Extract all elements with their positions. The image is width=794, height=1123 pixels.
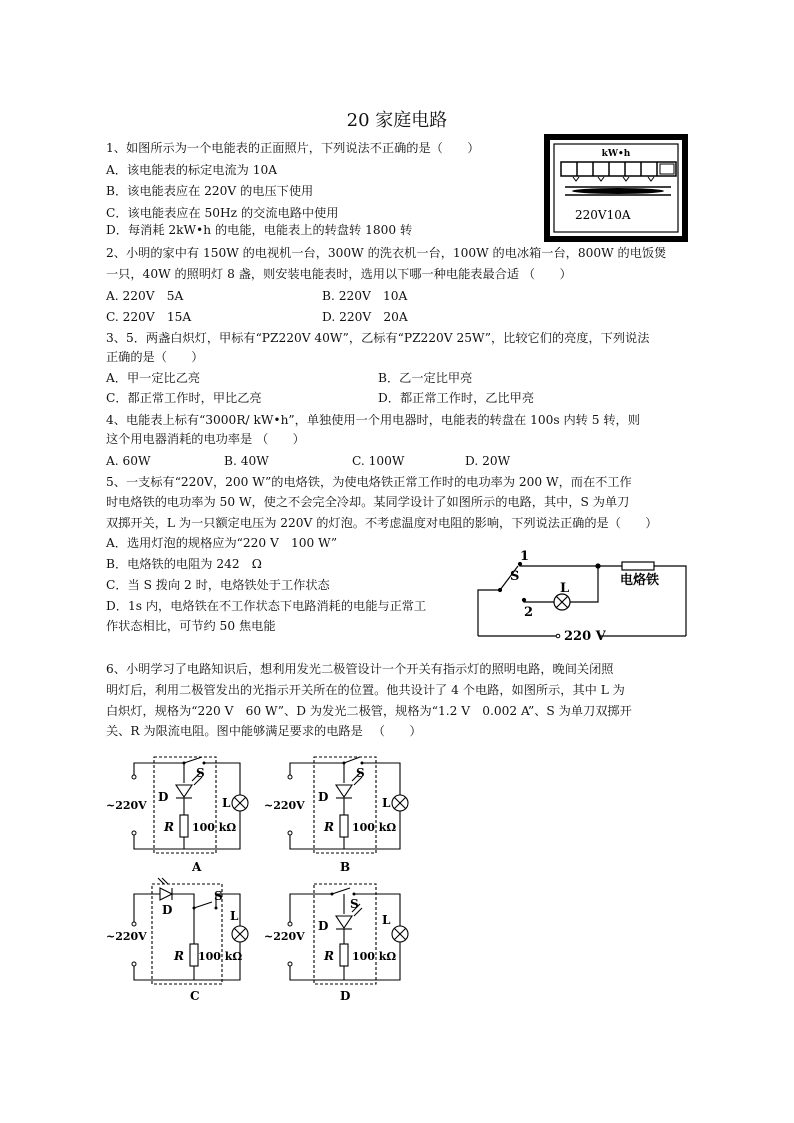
q6-c-d: D xyxy=(162,903,173,917)
q6-circuit-a xyxy=(104,757,264,877)
q6-b-l: L xyxy=(382,796,391,810)
q6-line4: 关、R 为限流电阻。图中能够满足要求的电路是 （ ） xyxy=(106,724,422,738)
q5-option-a: A．选用灯泡的规格应为“220 V 100 W” xyxy=(106,536,338,550)
page-title: 20 家庭电路 xyxy=(346,110,448,131)
q4-option-a: A. 60W xyxy=(106,454,151,468)
q6-line1: 6、小明学习了电路知识后，想利用发光二极管设计一个开关有指示灯的照明电路，晚间关闭照 xyxy=(106,662,614,676)
q3-option-d: D．都正常工作时，乙比甲亮 xyxy=(378,391,535,405)
q6-c-source: ~220V xyxy=(106,930,147,943)
q6-a-l: L xyxy=(222,796,231,810)
q6-a-caption: A xyxy=(192,860,202,874)
q6-d-caption: D xyxy=(340,989,351,1003)
q6-b-source: ~220V xyxy=(264,799,305,812)
q1-option-a: A．该电能表的标定电流为 10A xyxy=(106,163,278,177)
q2-option-d: D. 220V 20A xyxy=(322,310,408,324)
q3-option-b: B．乙一定比甲亮 xyxy=(378,371,473,385)
q5-circuit-diagram xyxy=(474,550,704,646)
q1-option-d: D．每消耗 2kW•h 的电能，电能表上的转盘转 1800 转 xyxy=(106,223,413,237)
q6-line3: 白炽灯，规格为“220 V 60 W”、D 为发光二极管，规格为“1.2 V 0.002 A”、S 为单刀双掷开 xyxy=(106,704,632,718)
q6-c-l: L xyxy=(230,909,239,923)
q5-option-d: D．1s 内，电烙铁在不工作状态下电路消耗的电能与正常工 xyxy=(106,599,427,613)
q5-option-c: C．当 S 拨向 2 时，电烙铁处于工作状态 xyxy=(106,578,330,592)
q5-label-iron: 电烙铁 xyxy=(620,573,660,588)
q1-option-b: B．该电能表应在 220V 的电压下使用 xyxy=(106,184,314,198)
meter-rating-label: 220V10A xyxy=(575,208,631,222)
q3-option-a: A．甲一定比乙亮 xyxy=(106,371,201,385)
q5-line2: 时电烙铁的电功率为 50 W，使之不会完全冷却。某同学设计了如图所示的电路，其中，S 为单刀 xyxy=(106,495,630,509)
q3-line2: 正确的是（ ） xyxy=(106,350,204,364)
q2-line1: 2、小明的家中有 150W 的电视机一台，300W 的洗衣机一台，100W 的电冰箱一台，800W 的电饭煲 xyxy=(106,246,667,260)
q5-line3: 双掷开关，L 为一只额定电压为 220V 的灯泡。不考虑温度对电阻的影响，下列说法正确的是（ ） xyxy=(106,516,658,530)
meter-unit-label: kW•h xyxy=(601,149,631,159)
q3-line1: 3、5．两盏白炽灯，甲标有“PZ220V 40W”，乙标有“PZ220V 25W”，比较它们的亮度，下列说法 xyxy=(106,331,650,345)
q6-a-d: D xyxy=(158,790,169,804)
q4-line1: 4、电能表上标有“3000R/ kW•h”，单独使用一个用电器时，电能表的转盘在 100s 内转 5 转，则 xyxy=(106,413,640,427)
q6-b-r: R xyxy=(324,820,334,834)
q2-option-a: A. 220V 5A xyxy=(106,289,184,303)
q6-d-s: S xyxy=(350,897,359,911)
q6-line2: 明灯后，利用二极管发出的光指示开关所在的位置。他共设计了 4 个电路，如图所示，其中 L 为 xyxy=(106,683,625,697)
q4-option-b: B. 40W xyxy=(224,454,269,468)
q1-option-c: C．该电能表应在 50Hz 的交流电路中使用 xyxy=(106,206,339,220)
q6-b-d: D xyxy=(318,790,329,804)
q6-d-d: D xyxy=(318,919,329,933)
q6-b-s: S xyxy=(356,766,365,780)
q6-d-l: L xyxy=(382,913,391,927)
q6-c-r: R xyxy=(174,949,184,963)
q5-label-2: 2 xyxy=(524,605,534,620)
q5-option-b: B．电烙铁的电阻为 242 Ω xyxy=(106,557,262,571)
q5-label-l: L xyxy=(560,581,570,596)
q5-label-1: 1 xyxy=(520,549,530,564)
q6-b-rval: 100 kΩ xyxy=(352,821,397,834)
q6-d-r: R xyxy=(324,949,334,963)
q6-circuit-b xyxy=(264,757,424,877)
q6-a-s: S xyxy=(196,766,205,780)
electric-meter-image xyxy=(543,133,689,243)
q2-line2: 一只，40W 的照明灯 8 盏，则安装电能表时，选用以下哪一种电能表最合适 （ ） xyxy=(106,267,572,281)
q5-label-voltage: 220 V xyxy=(564,629,606,644)
q6-c-s: S xyxy=(214,889,223,903)
q5-option-d-cont: 作状态相比，可节约 50 焦电能 xyxy=(106,619,276,633)
q5-label-s: S xyxy=(510,569,520,584)
q6-c-rval: 100 kΩ xyxy=(198,950,243,963)
q2-option-b: B. 220V 10A xyxy=(322,289,408,303)
q6-d-rval: 100 kΩ xyxy=(352,950,397,963)
q6-c-caption: C xyxy=(190,989,200,1003)
q6-a-rval: 100 kΩ xyxy=(192,821,237,834)
q3-option-c: C．都正常工作时，甲比乙亮 xyxy=(106,391,262,405)
q6-a-source: ~220V xyxy=(106,799,147,812)
q4-line2: 这个用电器消耗的电功率是 （ ） xyxy=(106,432,305,446)
q6-d-source: ~220V xyxy=(264,930,305,943)
q1-stem: 1、如图所示为一个电能表的正面照片，下列说法不正确的是（ ） xyxy=(106,141,480,155)
q6-circuit-d xyxy=(264,880,424,1004)
q5-line1: 5、一支标有“220V，200 W”的电烙铁，为使电烙铁正常工作时的电功率为 200 W，而在不工作 xyxy=(106,475,632,489)
q2-option-c: C. 220V 15A xyxy=(106,310,192,324)
q6-a-r: R xyxy=(164,820,174,834)
q6-circuit-c xyxy=(104,880,264,1004)
q6-b-caption: B xyxy=(340,860,351,874)
q4-option-c: C. 100W xyxy=(352,454,405,468)
q4-option-d: D. 20W xyxy=(465,454,511,468)
